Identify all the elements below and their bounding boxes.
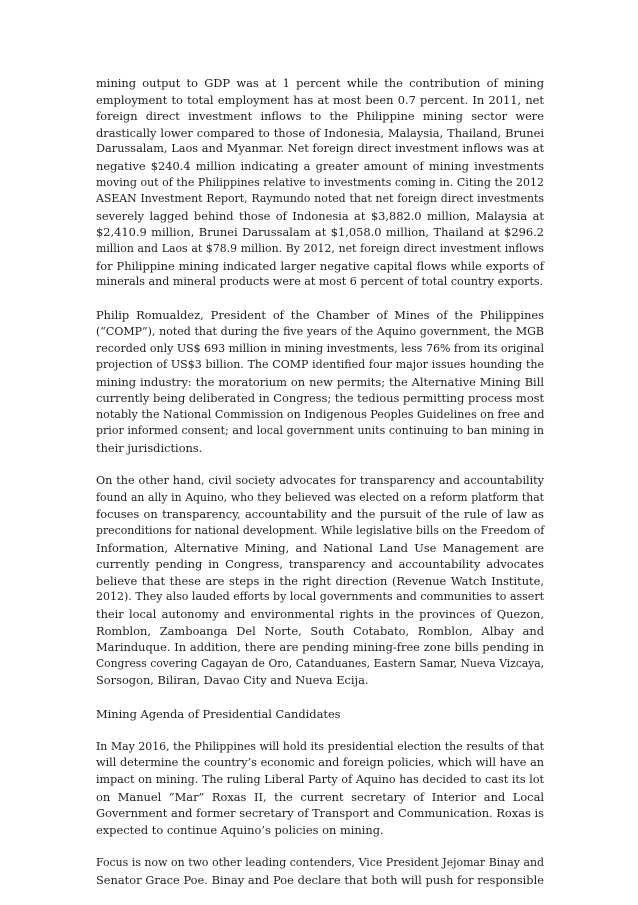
text-line: negative $240.4 million indicating a greater amount of mining investments xyxy=(96,158,544,173)
text-line: prior informed consent; and local government units continuing to ban mining in xyxy=(96,424,544,438)
text-line: notably the National Commission on Indigenous Peoples Guidelines on free and xyxy=(96,407,545,421)
text-line: currently pending in Congress, transparency and accountability advocates xyxy=(96,557,544,572)
text-line: Government and former secretary of Transport and Communication. Roxas is xyxy=(96,806,544,821)
text-line: Darussalam, Laos and Myanmar. Net foreign direct investment inflows was at xyxy=(96,142,544,156)
text-line: employment to total employment has at most been 0.7 percent. In 2011, net xyxy=(96,92,544,107)
text-line: their local autonomy and environmental rights in the provinces of Quezon, xyxy=(96,607,544,621)
text-line: drastically lower compared to those of Indonesia, Malaysia, Thailand, Brunei xyxy=(96,125,544,140)
text-line: found an ally in Aquino, who they believed was elected on a reform platform that xyxy=(96,490,544,504)
text-line: foreign direct investment inflows to the Philippine mining sector were xyxy=(96,109,544,124)
text-line: Sorsogon, Biliran, Davao City and Nueva Ecija. xyxy=(96,673,369,688)
text-line: mining industry: the moratorium on new permits; the Alternative Mining Bill xyxy=(96,374,544,389)
text-line: moving out of the Philippines relative to investments coming in. Citing the 2012 xyxy=(96,175,544,189)
document-page xyxy=(96,75,544,905)
text-line: (“COMP”), noted that during the five years of the Aquino government, the MGB xyxy=(96,324,544,338)
text-line: Mining Agenda of Presidential Candidates xyxy=(96,706,341,721)
text-line: Focus is now on two other leading contenders, Vice President Jejomar Binay and xyxy=(96,855,544,869)
text-line: severely lagged behind those of Indonesia at $3,882.0 million, Malaysia at xyxy=(96,208,544,223)
text-line: 2012). They also lauded efforts by local governments and communities to assert xyxy=(96,590,544,604)
text-line: Congress covering Cagayan de Oro, Catanduanes, Eastern Samar, Nueva Vizcaya, xyxy=(96,656,544,670)
text-line: $2,410.9 million, Brunei Darussalam at $1,058.0 million, Thailand at $296.2 xyxy=(96,225,544,240)
body-paragraph xyxy=(96,855,544,888)
text-line: On the other hand, civil society advocates for transparency and accountability xyxy=(96,474,544,488)
text-line: expected to continue Aquino’s policies on mining. xyxy=(96,822,384,837)
text-line: projection of US$3 billion. The COMP identified four major issues hounding the xyxy=(96,358,544,372)
text-line: Romblon, Zamboanga Del Norte, South Cotabato, Romblon, Albay and xyxy=(96,623,544,638)
text-line: for Philippine mining indicated larger negative capital flows while exports of xyxy=(96,258,544,273)
text-line: minerals and mineral products were at most 6 percent of total country exports. xyxy=(96,275,544,289)
body-paragraph xyxy=(96,307,544,456)
text-line: Marinduque. In addition, there are pending mining-free zone bills pending in xyxy=(96,640,544,655)
text-line: recorded only US$ 693 million in mining investments, less 76% from its original xyxy=(96,341,544,355)
text-line: million and Laos at $78.9 million. By 2012, net foreign direct investment inflows xyxy=(96,241,544,255)
text-line: In May 2016, the Philippines will hold its presidential election the results of that xyxy=(96,739,544,753)
text-line: believe that these are steps in the right direction (Revenue Watch Institute, xyxy=(96,573,544,588)
text-line: impact on mining. The ruling Liberal Party of Aquino has decided to cast its lot xyxy=(96,772,544,786)
text-line: Philip Romualdez, President of the Chamber of Mines of the Philippines xyxy=(96,308,544,323)
text-line: Information, Alternative Mining, and National Land Use Management are xyxy=(96,540,544,555)
text-line: will determine the country’s economic and foreign policies, which will have an xyxy=(96,756,544,770)
text-line: currently being deliberated in Congress; the tedious permitting process most xyxy=(96,391,545,406)
section-heading xyxy=(96,706,544,723)
body-paragraph xyxy=(96,75,544,291)
text-line: on Manuel “Mar” Roxas II, the current secretary of Interior and Local xyxy=(96,789,544,804)
body-paragraph xyxy=(96,473,544,689)
text-line: their jurisdictions. xyxy=(96,441,203,456)
text-line: focuses on transparency, accountability and the pursuit of the rule of law as xyxy=(96,507,544,522)
text-line: preconditions for national development. While legislative bills on the Freedom of xyxy=(96,524,545,538)
text-line: Senator Grace Poe. Binay and Poe declare that both will push for responsible xyxy=(96,872,544,887)
text-line: mining output to GDP was at 1 percent while the contribution of mining xyxy=(96,76,544,90)
body-paragraph xyxy=(96,739,544,839)
text-line: ASEAN Investment Report, Raymundo noted that net foreign direct investments xyxy=(96,192,544,206)
